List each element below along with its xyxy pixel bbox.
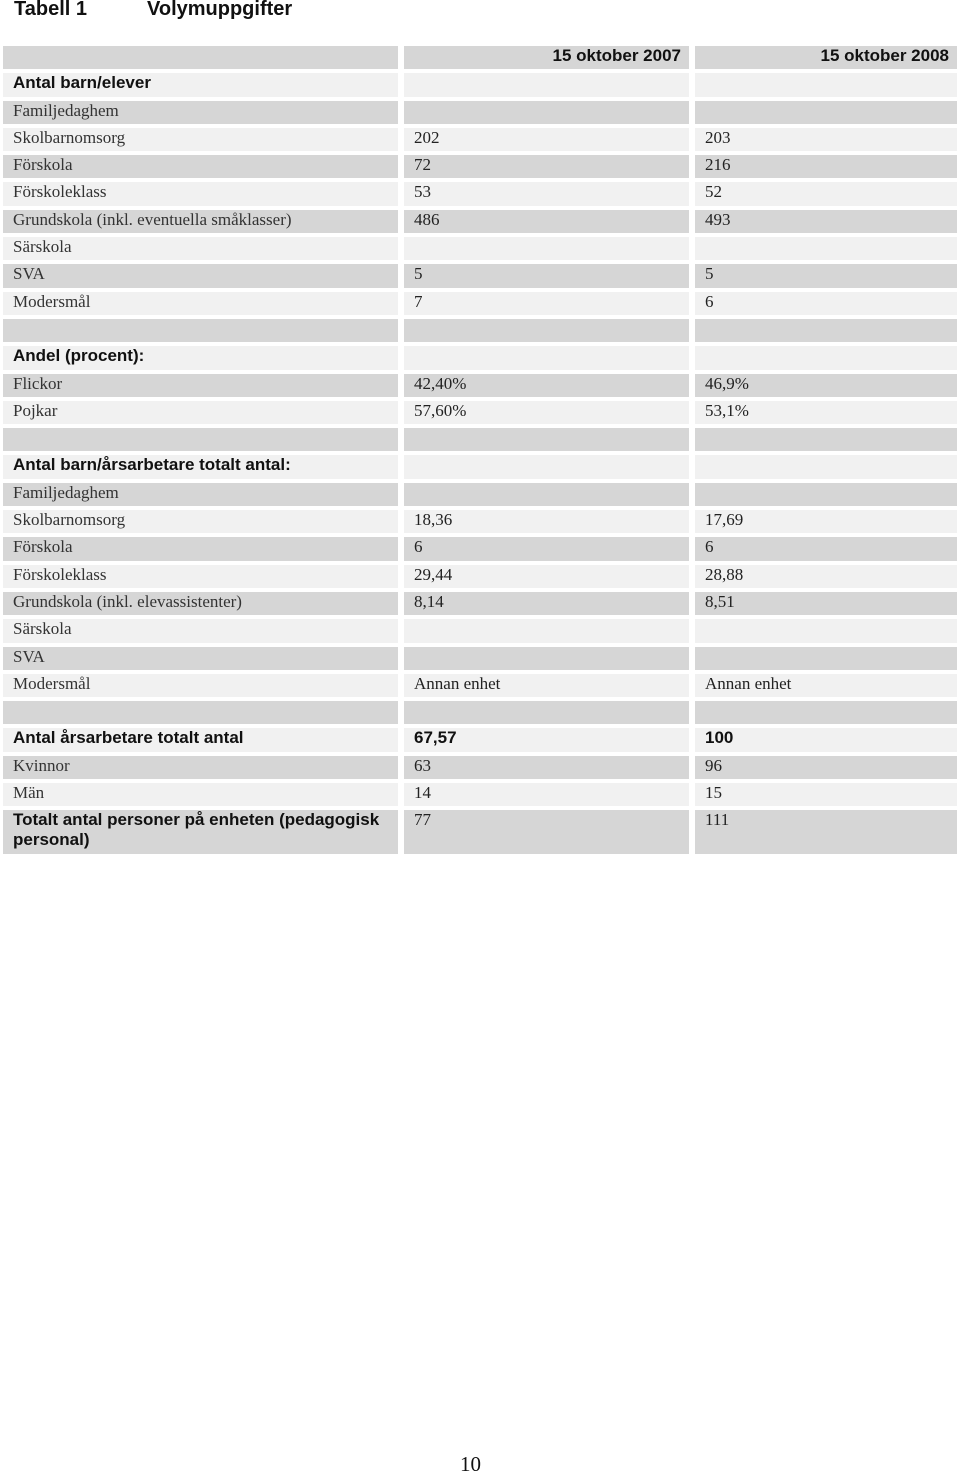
value-2008 <box>695 619 957 642</box>
table-row <box>3 756 957 779</box>
table-row <box>3 455 957 478</box>
value-2007 <box>404 619 689 642</box>
table-row <box>3 810 957 854</box>
row-label: Pojkar <box>3 401 398 424</box>
value-2008: 111 <box>695 810 957 854</box>
row-label: Familjedaghem <box>3 483 398 506</box>
table-row <box>3 428 957 451</box>
row-label: Andel (procent): <box>3 346 398 369</box>
table-row <box>3 237 957 260</box>
value-2007: 67,57 <box>404 728 689 751</box>
value-2007 <box>404 483 689 506</box>
value-2008: 46,9% <box>695 374 957 397</box>
value-2008: Annan enhet <box>695 674 957 697</box>
row-label: Antal barn/årsarbetare totalt antal: <box>3 455 398 478</box>
table-row <box>3 701 957 724</box>
table-row <box>3 319 957 342</box>
value-2008 <box>695 101 957 124</box>
row-label: Antal årsarbetare totalt antal <box>3 728 398 751</box>
row-label: Förskoleklass <box>3 565 398 588</box>
value-2008 <box>695 428 957 451</box>
value-2007 <box>404 647 689 670</box>
column-header-2007: 15 oktober 2007 <box>404 46 689 69</box>
value-2008 <box>695 647 957 670</box>
value-2007: 202 <box>404 128 689 151</box>
value-2007: 42,40% <box>404 374 689 397</box>
value-2008: 53,1% <box>695 401 957 424</box>
value-2007 <box>404 428 689 451</box>
value-2007: 14 <box>404 783 689 806</box>
value-2008: 203 <box>695 128 957 151</box>
value-2008 <box>695 483 957 506</box>
row-label: Familjedaghem <box>3 101 398 124</box>
value-2008: 5 <box>695 264 957 287</box>
table-row <box>3 783 957 806</box>
row-label: Skolbarnomsorg <box>3 128 398 151</box>
value-2007: 8,14 <box>404 592 689 615</box>
value-2007: 77 <box>404 810 689 854</box>
value-2008 <box>695 73 957 96</box>
value-2008: 96 <box>695 756 957 779</box>
row-label: SVA <box>3 264 398 287</box>
value-2008 <box>695 237 957 260</box>
value-2007 <box>404 73 689 96</box>
table-row <box>3 264 957 287</box>
value-2008: 6 <box>695 537 957 560</box>
table-row <box>3 128 957 151</box>
table-row <box>3 346 957 369</box>
row-label: Kvinnor <box>3 756 398 779</box>
value-2008: 493 <box>695 210 957 233</box>
value-2007 <box>404 346 689 369</box>
table-title: Volymuppgifter <box>147 0 293 20</box>
value-2008 <box>695 701 957 724</box>
value-2007: 53 <box>404 182 689 205</box>
page-number: 10 <box>460 1452 481 1476</box>
value-2007: 7 <box>404 292 689 315</box>
row-label: Förskoleklass <box>3 182 398 205</box>
value-2008 <box>695 319 957 342</box>
row-label: Förskola <box>3 155 398 178</box>
table-row <box>3 510 957 533</box>
value-2007: 5 <box>404 264 689 287</box>
row-label: Modersmål <box>3 674 398 697</box>
row-label <box>3 428 398 451</box>
value-2007 <box>404 455 689 478</box>
row-label: Män <box>3 783 398 806</box>
row-label: SVA <box>3 647 398 670</box>
table-row <box>3 647 957 670</box>
row-label: Grundskola (inkl. eventuella småklasser) <box>3 210 398 233</box>
value-2008: 15 <box>695 783 957 806</box>
row-label <box>3 319 398 342</box>
row-label: Särskola <box>3 237 398 260</box>
row-label <box>3 701 398 724</box>
value-2008: 52 <box>695 182 957 205</box>
table-label: Tabell 1 <box>14 0 87 20</box>
value-2007: 486 <box>404 210 689 233</box>
value-2008 <box>695 346 957 369</box>
row-label: Skolbarnomsorg <box>3 510 398 533</box>
table-row <box>3 101 957 124</box>
value-2008: 6 <box>695 292 957 315</box>
value-2008: 17,69 <box>695 510 957 533</box>
value-2007 <box>404 701 689 724</box>
row-label: Modersmål <box>3 292 398 315</box>
row-label: Grundskola (inkl. elevassistenter) <box>3 592 398 615</box>
value-2007: Annan enhet <box>404 674 689 697</box>
value-2008: 8,51 <box>695 592 957 615</box>
row-label: Förskola <box>3 537 398 560</box>
table-caption <box>0 0 960 26</box>
value-2008 <box>695 455 957 478</box>
table-row <box>3 155 957 178</box>
value-2007: 63 <box>404 756 689 779</box>
column-header-2008: 15 oktober 2008 <box>695 46 957 69</box>
value-2007 <box>404 319 689 342</box>
table-row <box>3 674 957 697</box>
table-row <box>3 592 957 615</box>
table-row <box>3 374 957 397</box>
value-2007: 29,44 <box>404 565 689 588</box>
header-empty-cell <box>3 46 398 69</box>
table-row <box>3 182 957 205</box>
row-label: Totalt antal personer på enheten (pedagogisk personal) <box>3 810 398 854</box>
value-2007: 18,36 <box>404 510 689 533</box>
row-label: Antal barn/elever <box>3 73 398 96</box>
value-2008: 100 <box>695 728 957 751</box>
value-2007 <box>404 101 689 124</box>
table-row <box>3 565 957 588</box>
table-row <box>3 619 957 642</box>
table-row <box>3 483 957 506</box>
volume-table <box>3 42 957 858</box>
table-row <box>3 210 957 233</box>
row-label: Särskola <box>3 619 398 642</box>
table-row <box>3 537 957 560</box>
value-2008: 216 <box>695 155 957 178</box>
value-2007: 72 <box>404 155 689 178</box>
value-2007 <box>404 237 689 260</box>
table-row <box>3 728 957 751</box>
row-label: Flickor <box>3 374 398 397</box>
value-2008: 28,88 <box>695 565 957 588</box>
value-2007: 6 <box>404 537 689 560</box>
value-2007: 57,60% <box>404 401 689 424</box>
table-row <box>3 73 957 96</box>
table-header-row <box>3 46 957 69</box>
table-row <box>3 292 957 315</box>
table-row <box>3 401 957 424</box>
